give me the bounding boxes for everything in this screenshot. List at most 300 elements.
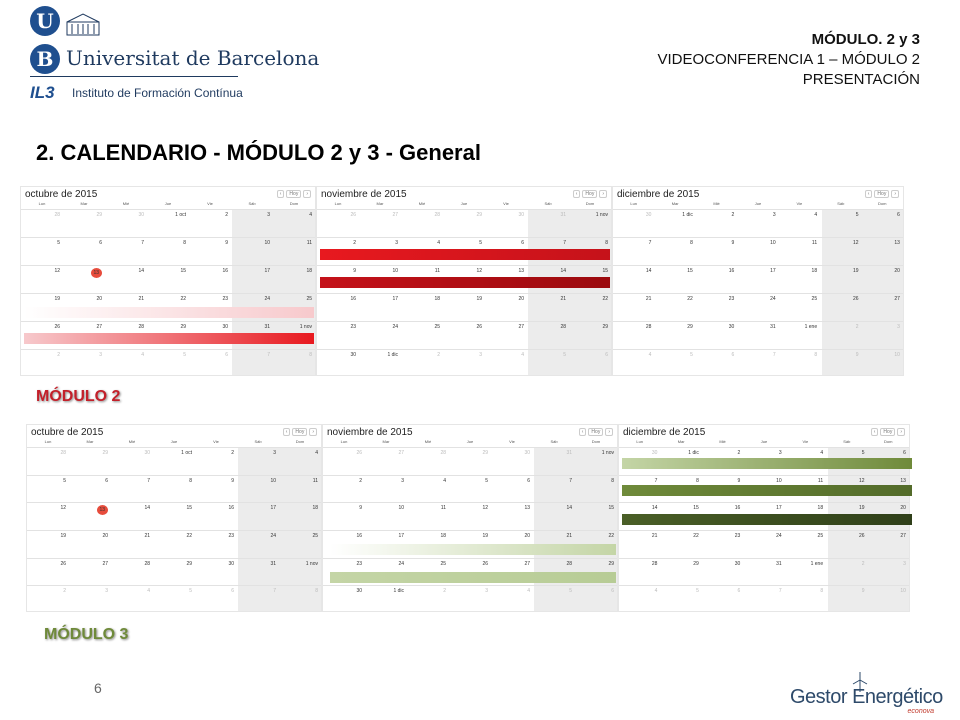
calendar-day-cell[interactable]: 30 [144, 450, 150, 456]
calendar-day-cell[interactable]: 15 [186, 505, 192, 512]
calendar-day-cell[interactable]: 26 [54, 324, 60, 330]
calendar-week-row [317, 209, 611, 238]
weekday-header [613, 201, 903, 209]
calendar-day-cell[interactable]: 3 [778, 450, 782, 456]
calendar-day-cell[interactable]: 27 [392, 212, 398, 218]
calendar-day-cell[interactable]: 21 [645, 296, 652, 302]
calendar-day-cell[interactable]: 4 [141, 352, 144, 358]
prev-month-button[interactable]: ‹ [573, 190, 581, 198]
calendar-day-cell[interactable]: 15 [180, 268, 186, 274]
calendar-day-cell[interactable]: 6 [99, 240, 102, 246]
calendar-day-cell[interactable]: 1 nov [595, 212, 608, 218]
calendar-day-cell[interactable]: 22 [693, 533, 699, 539]
calendar-day-cell[interactable]: 4 [521, 352, 524, 358]
calendar-day-cell[interactable]: 7 [569, 477, 572, 484]
calendar-day-cell[interactable]: 29 [608, 560, 614, 567]
calendar-day-cell[interactable]: 1 nov [299, 324, 312, 330]
calendar-day-cell[interactable]: 28 [651, 560, 658, 567]
next-month-button[interactable]: › [599, 190, 607, 198]
calendar-day-cell[interactable]: 1 ene [810, 560, 824, 567]
calendar-day-cell[interactable]: 1 oct [181, 450, 192, 456]
calendar-day-cell[interactable]: 1 nov [305, 560, 318, 567]
calendar-day-cell[interactable]: 18 [312, 505, 318, 512]
calendar-day-cell[interactable]: 10 [392, 268, 398, 274]
calendar-day-cell[interactable]: 29 [693, 560, 699, 567]
calendar-day-cell[interactable]: 7 [778, 588, 782, 595]
calendar-day-cell[interactable]: 29 [476, 212, 482, 218]
calendar-day-cell[interactable]: 8 [696, 477, 699, 484]
ub-seal-icon-2: B [30, 44, 60, 74]
calendar-day-cell[interactable]: 2 [737, 450, 741, 456]
calendar-day-cell[interactable]: 13 [524, 505, 530, 512]
prev-month-button[interactable]: ‹ [579, 428, 587, 436]
calendar-day-cell[interactable]: 21 [144, 533, 150, 539]
calendar-day-cell[interactable]: 24 [264, 296, 270, 302]
calendar-day-cell[interactable]: 16 [228, 505, 234, 512]
calendar-day-cell[interactable]: 2 [63, 588, 66, 595]
calendar-day-cell[interactable]: 31 [270, 560, 276, 567]
calendar-day-cell[interactable]: 29 [186, 560, 192, 567]
calendar-day-cell[interactable]: 11 [817, 477, 824, 484]
calendar-day-cell[interactable]: 9 [353, 268, 356, 274]
calendar-day-cell[interactable]: 1 dic [387, 352, 398, 358]
calendar-day-cell[interactable]: 17 [776, 505, 782, 512]
calendar-day-cell[interactable]: 27 [900, 533, 906, 539]
calendar-day-cell[interactable]: 4 [443, 477, 446, 484]
calendar-day-cell[interactable]: 1 dic [393, 588, 404, 595]
calendar-week-row [323, 447, 617, 476]
calendar-day-cell[interactable]: 15 [608, 505, 614, 512]
prev-month-button[interactable]: ‹ [277, 190, 285, 198]
calendar-day-cell[interactable]: 9 [731, 240, 735, 246]
calendar-day-cell[interactable]: 28 [60, 450, 66, 456]
calendar-week-row [21, 349, 315, 376]
calendar-day-cell[interactable]: 1 dic [688, 450, 699, 456]
calendar-day-cell[interactable]: 1 nov [601, 450, 614, 456]
calendar-day-cell[interactable]: 26 [858, 533, 865, 539]
calendar-day-cell[interactable]: 25 [306, 296, 312, 302]
calendar-day-cell[interactable]: 29 [482, 450, 488, 456]
calendar-day-cell[interactable]: 30 [524, 450, 530, 456]
calendar-day-cell[interactable]: 8 [690, 240, 693, 246]
calendar-day-cell[interactable]: 26 [476, 324, 482, 330]
module-2-bar-oct-2 [24, 333, 314, 344]
calendar-day-cell[interactable]: 4 [437, 240, 440, 246]
calendar-day-cell[interactable]: 8 [820, 588, 824, 595]
calendar-week-row [27, 502, 321, 531]
calendar-day-cell[interactable]: 4 [648, 352, 652, 358]
calendar-day-cell[interactable]: 9 [225, 240, 228, 246]
calendar-day-cell[interactable]: 30 [651, 450, 658, 456]
calendar-day-cell[interactable]: 16 [734, 505, 741, 512]
calendar-day-cell[interactable]: 7 [141, 240, 144, 246]
calendar-day-cell[interactable]: 11 [312, 477, 318, 484]
calendar-day-cell[interactable]: 5 [855, 212, 859, 218]
calendar-day-cell[interactable]: 1 ene [804, 324, 818, 330]
calendar-nov-bottom [322, 424, 618, 612]
calendar-day-cell[interactable]: 26 [60, 560, 66, 567]
calendar-day-cell[interactable]: 14 [138, 268, 144, 274]
prev-month-button[interactable]: ‹ [865, 190, 873, 198]
calendar-day-cell[interactable]: 2 [57, 352, 60, 358]
module-2-label: MÓDULO 2 [36, 388, 121, 405]
today-button[interactable]: Hoy [880, 428, 895, 436]
calendar-day-cell[interactable]: 7 [147, 477, 150, 484]
calendar-day-cell[interactable]: 8 [814, 352, 818, 358]
calendar-day-cell[interactable]: 2 [443, 588, 446, 595]
calendar-day-cell[interactable]: 26 [852, 296, 859, 302]
next-month-button[interactable]: › [605, 428, 613, 436]
calendar-day-cell[interactable]: 3 [273, 450, 276, 456]
weekday-label: Jue [754, 201, 762, 206]
calendar-day-cell[interactable]: 2 [225, 212, 228, 218]
calendar-day-cell[interactable]: 31 [264, 324, 270, 330]
calendar-day-cell[interactable]: 30 [356, 588, 362, 595]
calendar-day-cell[interactable]: 29 [687, 324, 693, 330]
calendar-day-cell[interactable]: 20 [900, 505, 906, 512]
calendar-day-cell[interactable]: 29 [96, 212, 102, 218]
calendar-day-cell[interactable]: 25 [817, 533, 824, 539]
calendar-day-cell[interactable]: 11 [434, 268, 440, 274]
calendar-day-cell[interactable]: 4 [820, 450, 824, 456]
calendar-day-cell[interactable]: 23 [734, 533, 741, 539]
calendar-day-cell[interactable]: 9 [861, 588, 865, 595]
calendar-day-cell[interactable]: 31 [566, 450, 572, 456]
calendar-day-cell[interactable]: 27 [894, 296, 900, 302]
calendar-day-cell[interactable]: 6 [605, 352, 608, 358]
calendar-day-cell[interactable]: 2 [353, 240, 356, 246]
calendar-day-cell[interactable]: 6 [897, 212, 900, 218]
calendar-day-cell[interactable]: 2 [861, 560, 865, 567]
calendar-day-cell[interactable]: 29 [180, 324, 186, 330]
calendar-day-cell[interactable]: 12 [54, 268, 60, 274]
calendar-day-cell[interactable]: 5 [189, 588, 192, 595]
calendar-day-cell[interactable]: 23 [728, 296, 735, 302]
calendar-day-cell[interactable]: 19 [54, 296, 60, 302]
calendar-day-cell[interactable]: 3 [897, 324, 900, 330]
calendar-day-cell[interactable]: 21 [560, 296, 566, 302]
calendar-day-cell[interactable]: 30 [138, 212, 144, 218]
calendar-day-cell[interactable]: 10 [270, 477, 276, 484]
calendar-day-cell[interactable]: 8 [605, 240, 608, 246]
calendar-day-cell[interactable]: 2 [855, 324, 859, 330]
calendar-month-title: diciembre de 2015 [623, 427, 706, 438]
calendar-day-cell[interactable]: 13 [894, 240, 900, 246]
calendar-nav [283, 428, 317, 436]
calendar-day-cell[interactable]: 4 [527, 588, 530, 595]
calendar-day-cell[interactable]: 31 [560, 212, 566, 218]
calendar-day-cell[interactable]: 5 [485, 477, 488, 484]
calendar-day-cell[interactable]: 5 [861, 450, 865, 456]
calendar-day-cell[interactable]: 20 [518, 296, 524, 302]
calendar-day-cell[interactable]: 30 [734, 560, 741, 567]
calendar-day-cell[interactable]: 23 [222, 296, 228, 302]
calendar-day-cell[interactable]: 9 [359, 505, 362, 512]
calendar-day-cell[interactable]: 24 [270, 533, 276, 539]
calendar-day-cell[interactable]: 5 [63, 477, 66, 484]
calendar-day-cell[interactable]: 16 [222, 268, 228, 274]
calendar-day-cell[interactable]: 3 [401, 477, 404, 484]
today-button[interactable]: Hoy [582, 190, 597, 198]
calendar-day-cell[interactable]: 16 [350, 296, 356, 302]
calendar-day-cell[interactable]: 5 [479, 240, 482, 246]
calendar-day-cell[interactable]: 29 [602, 324, 608, 330]
calendar-day-cell[interactable]: 12 [482, 505, 488, 512]
calendar-day-cell[interactable]: 1 oct [175, 212, 186, 218]
calendar-day-cell[interactable]: 14 [560, 268, 566, 274]
calendar-day-cell[interactable]: 10 [398, 505, 404, 512]
calendar-day-cell[interactable]: 4 [654, 588, 658, 595]
calendar-day-cell[interactable]: 10 [264, 240, 270, 246]
calendar-day-cell[interactable]: 13 [518, 268, 524, 274]
calendar-day-cell[interactable]: 17 [398, 533, 404, 539]
weekday-label: Vie [213, 439, 219, 444]
calendar-day-cell[interactable]: 29 [102, 450, 108, 456]
calendar-day-cell[interactable]: 28 [144, 560, 150, 567]
calendar-day-cell[interactable]: 2 [731, 212, 735, 218]
calendar-day-cell[interactable]: 25 [434, 324, 440, 330]
calendar-day-cell[interactable]: 17 [270, 505, 276, 512]
calendar-day-cell[interactable]: 28 [645, 324, 652, 330]
calendar-day-cell[interactable]: 5 [569, 588, 572, 595]
calendar-day-cell[interactable]: 3 [485, 588, 488, 595]
calendar-week-row [27, 475, 321, 504]
calendar-day-cell[interactable]: 15 [693, 505, 699, 512]
calendar-day-cell[interactable]: 30 [518, 212, 524, 218]
calendar-day-cell[interactable]: 18 [306, 268, 312, 274]
calendar-day-cell[interactable]: 22 [180, 296, 186, 302]
calendar-day-cell[interactable]: 19 [482, 533, 488, 539]
calendar-day-cell[interactable] [69, 503, 111, 531]
calendar-day-cell[interactable]: 28 [566, 560, 572, 567]
calendar-day-cell[interactable]: 6 [225, 352, 228, 358]
calendar-day-cell[interactable]: 26 [356, 450, 362, 456]
calendar-day-cell[interactable]: 6 [105, 477, 108, 484]
calendar-day-cell[interactable]: 6 [527, 477, 530, 484]
calendar-day-cell[interactable]: 3 [99, 352, 102, 358]
calendar-day-cell[interactable]: 11 [811, 240, 818, 246]
module-3-bar-nov-1 [330, 544, 616, 555]
weekday-label: Sáb [837, 201, 845, 206]
calendar-day-cell[interactable]: 4 [315, 450, 318, 456]
calendar-day-cell[interactable]: 3 [267, 212, 270, 218]
calendar-day-cell[interactable]: 6 [731, 352, 735, 358]
calendar-day-cell[interactable]: 5 [183, 352, 186, 358]
calendar-day-cell[interactable]: 6 [737, 588, 741, 595]
calendar-day-cell[interactable]: 20 [96, 296, 102, 302]
calendar-day-cell[interactable]: 18 [817, 505, 824, 512]
today-marker: 13 [91, 268, 102, 278]
weekday-label: Mar [671, 201, 679, 206]
calendar-day-cell[interactable]: 17 [392, 296, 398, 302]
calendar-day-cell[interactable]: 12 [476, 268, 482, 274]
next-month-button[interactable]: › [309, 428, 317, 436]
calendar-day-cell[interactable]: 7 [648, 240, 652, 246]
calendar-day-cell[interactable]: 18 [434, 296, 440, 302]
calendar-day-cell[interactable]: 6 [231, 588, 234, 595]
calendar-day-cell[interactable]: 8 [183, 240, 186, 246]
calendar-day-cell[interactable]: 19 [852, 268, 859, 274]
calendar-day-cell[interactable]: 10 [770, 240, 776, 246]
calendar-day-cell[interactable]: 7 [267, 352, 270, 358]
calendar-day-cell[interactable]: 11 [306, 240, 312, 246]
calendar-week-row [27, 530, 321, 559]
calendar-day-cell[interactable]: 8 [309, 352, 312, 358]
calendar-day-cell[interactable]: 25 [440, 560, 446, 567]
weekday-label: Lun [636, 439, 644, 444]
calendar-day-cell[interactable]: 14 [645, 268, 652, 274]
calendar-day-cell[interactable]: 20 [102, 533, 108, 539]
weekday-label: Sáb [550, 439, 558, 444]
prev-month-button[interactable]: ‹ [283, 428, 291, 436]
calendar-day-cell[interactable]: 23 [228, 533, 234, 539]
weekday-header [323, 439, 617, 447]
calendar-day-cell[interactable]: 4 [147, 588, 150, 595]
today-button[interactable]: Hoy [588, 428, 603, 436]
today-button[interactable]: Hoy [292, 428, 307, 436]
calendar-day-cell[interactable]: 15 [687, 268, 693, 274]
calendar-day-cell[interactable]: 8 [611, 477, 614, 484]
calendar-day-cell[interactable]: 16 [728, 268, 735, 274]
calendar-day-cell[interactable]: 28 [434, 212, 440, 218]
next-month-button[interactable]: › [891, 190, 899, 198]
calendar-day-cell[interactable]: 14 [566, 505, 572, 512]
calendar-day-cell[interactable]: 12 [60, 505, 66, 512]
calendar-day-cell[interactable]: 27 [96, 324, 102, 330]
calendar-day-cell[interactable]: 19 [858, 505, 865, 512]
calendar-day-cell[interactable]: 27 [518, 324, 524, 330]
calendar-day-cell[interactable]: 12 [858, 477, 865, 484]
calendar-day-cell[interactable]: 6 [903, 450, 906, 456]
calendar-day-cell[interactable]: 3 [479, 352, 482, 358]
weekday-label: Lun [38, 201, 46, 206]
calendar-day-cell[interactable]: 10 [894, 352, 900, 358]
calendar-day-cell[interactable]: 4 [814, 212, 818, 218]
calendar-day-cell[interactable]: 5 [57, 240, 60, 246]
calendar-day-cell[interactable]: 5 [690, 352, 693, 358]
calendar-day-cell[interactable]: 16 [356, 533, 362, 539]
weekday-label: Lun [340, 439, 348, 444]
calendar-day-cell[interactable]: 25 [811, 296, 818, 302]
calendar-day-cell[interactable]: 27 [524, 560, 530, 567]
calendar-day-cell[interactable]: 30 [228, 560, 234, 567]
calendar-day-cell[interactable]: 8 [315, 588, 318, 595]
calendar-day-cell[interactable]: 24 [770, 296, 776, 302]
calendar-day-cell[interactable]: 9 [231, 477, 234, 484]
calendar-day-cell[interactable]: 31 [770, 324, 776, 330]
calendar-day-cell[interactable]: 19 [60, 533, 66, 539]
calendar-day-cell[interactable]: 22 [602, 296, 608, 302]
calendar-day-cell[interactable]: 18 [440, 533, 446, 539]
calendar-day-cell[interactable]: 14 [651, 505, 658, 512]
calendar-day-cell[interactable]: 26 [482, 560, 488, 567]
calendar-day-cell[interactable]: 24 [776, 533, 782, 539]
calendar-day-cell[interactable]: 22 [186, 533, 192, 539]
weekday-header [619, 439, 909, 447]
calendar-day-cell[interactable]: 18 [811, 268, 818, 274]
calendar-day-cell[interactable]: 5 [563, 352, 566, 358]
calendar-day-cell[interactable]: 2 [437, 352, 440, 358]
calendar-day-cell[interactable]: 17 [264, 268, 270, 274]
calendar-week-row [27, 447, 321, 476]
calendar-day-cell[interactable] [63, 266, 105, 294]
calendar-day-cell[interactable]: 23 [356, 560, 362, 567]
calendar-day-cell[interactable]: 11 [440, 505, 446, 512]
calendar-day-cell[interactable]: 14 [144, 505, 150, 512]
calendar-day-cell[interactable]: 9 [855, 352, 859, 358]
calendar-day-cell[interactable]: 7 [563, 240, 566, 246]
next-month-button[interactable]: › [303, 190, 311, 198]
calendar-day-cell[interactable]: 3 [772, 212, 776, 218]
calendar-day-cell[interactable]: 19 [476, 296, 482, 302]
today-button[interactable]: Hoy [874, 190, 889, 198]
calendar-day-cell[interactable]: 21 [566, 533, 572, 539]
calendar-day-cell[interactable]: 15 [602, 268, 608, 274]
calendar-day-cell[interactable]: 31 [776, 560, 782, 567]
calendar-day-cell[interactable]: 3 [903, 560, 906, 567]
calendar-day-cell[interactable]: 12 [852, 240, 859, 246]
calendar-day-cell[interactable]: 24 [392, 324, 398, 330]
calendar-day-cell[interactable]: 22 [608, 533, 614, 539]
calendar-day-cell[interactable]: 6 [521, 240, 524, 246]
calendar-day-cell[interactable]: 8 [189, 477, 192, 484]
calendar-day-cell[interactable]: 2 [231, 450, 234, 456]
calendar-day-cell[interactable]: 2 [359, 477, 362, 484]
calendar-day-cell[interactable]: 13 [900, 477, 906, 484]
calendar-day-cell[interactable]: 24 [398, 560, 404, 567]
weekday-label: Lun [630, 201, 638, 206]
calendar-day-cell[interactable]: 7 [772, 352, 776, 358]
calendar-day-cell[interactable]: 30 [350, 352, 356, 358]
calendar-day-cell[interactable]: 27 [102, 560, 108, 567]
calendar-day-cell[interactable]: 28 [560, 324, 566, 330]
weekday-label: Vie [503, 201, 509, 206]
weekday-label: Dom [289, 201, 299, 206]
calendar-day-cell[interactable]: 22 [687, 296, 693, 302]
calendar-day-cell[interactable]: 20 [894, 268, 900, 274]
calendar-day-cell[interactable]: 28 [138, 324, 144, 330]
weekday-label: Sáb [544, 201, 552, 206]
calendar-day-cell[interactable]: 30 [645, 212, 652, 218]
today-button[interactable]: Hoy [286, 190, 301, 198]
next-month-button[interactable]: › [897, 428, 905, 436]
calendar-day-cell[interactable]: 10 [900, 588, 906, 595]
calendar-day-cell[interactable]: 3 [105, 588, 108, 595]
calendar-day-cell[interactable]: 7 [273, 588, 276, 595]
calendar-day-cell[interactable]: 25 [312, 533, 318, 539]
calendar-day-cell[interactable]: 10 [776, 477, 782, 484]
calendar-day-cell[interactable]: 28 [440, 450, 446, 456]
calendar-day-cell[interactable]: 21 [651, 533, 658, 539]
calendar-day-cell[interactable]: 27 [398, 450, 404, 456]
calendar-day-cell[interactable]: 6 [611, 588, 614, 595]
calendar-day-cell[interactable]: 30 [728, 324, 735, 330]
prev-month-button[interactable]: ‹ [871, 428, 879, 436]
calendar-day-cell[interactable]: 17 [770, 268, 776, 274]
calendar-day-cell[interactable]: 1 dic [682, 212, 693, 218]
calendar-day-cell[interactable]: 7 [654, 477, 658, 484]
calendar-day-cell[interactable]: 30 [222, 324, 228, 330]
calendar-day-cell[interactable]: 21 [138, 296, 144, 302]
calendar-day-cell[interactable]: 5 [696, 588, 699, 595]
calendar-day-cell[interactable]: 3 [395, 240, 398, 246]
calendar-day-cell[interactable]: 26 [350, 212, 356, 218]
calendar-day-cell[interactable]: 9 [737, 477, 741, 484]
calendar-day-cell[interactable]: 23 [350, 324, 356, 330]
calendar-day-cell[interactable]: 4 [309, 212, 312, 218]
calendar-day-cell[interactable]: 28 [54, 212, 60, 218]
calendar-day-cell[interactable]: 20 [524, 533, 530, 539]
